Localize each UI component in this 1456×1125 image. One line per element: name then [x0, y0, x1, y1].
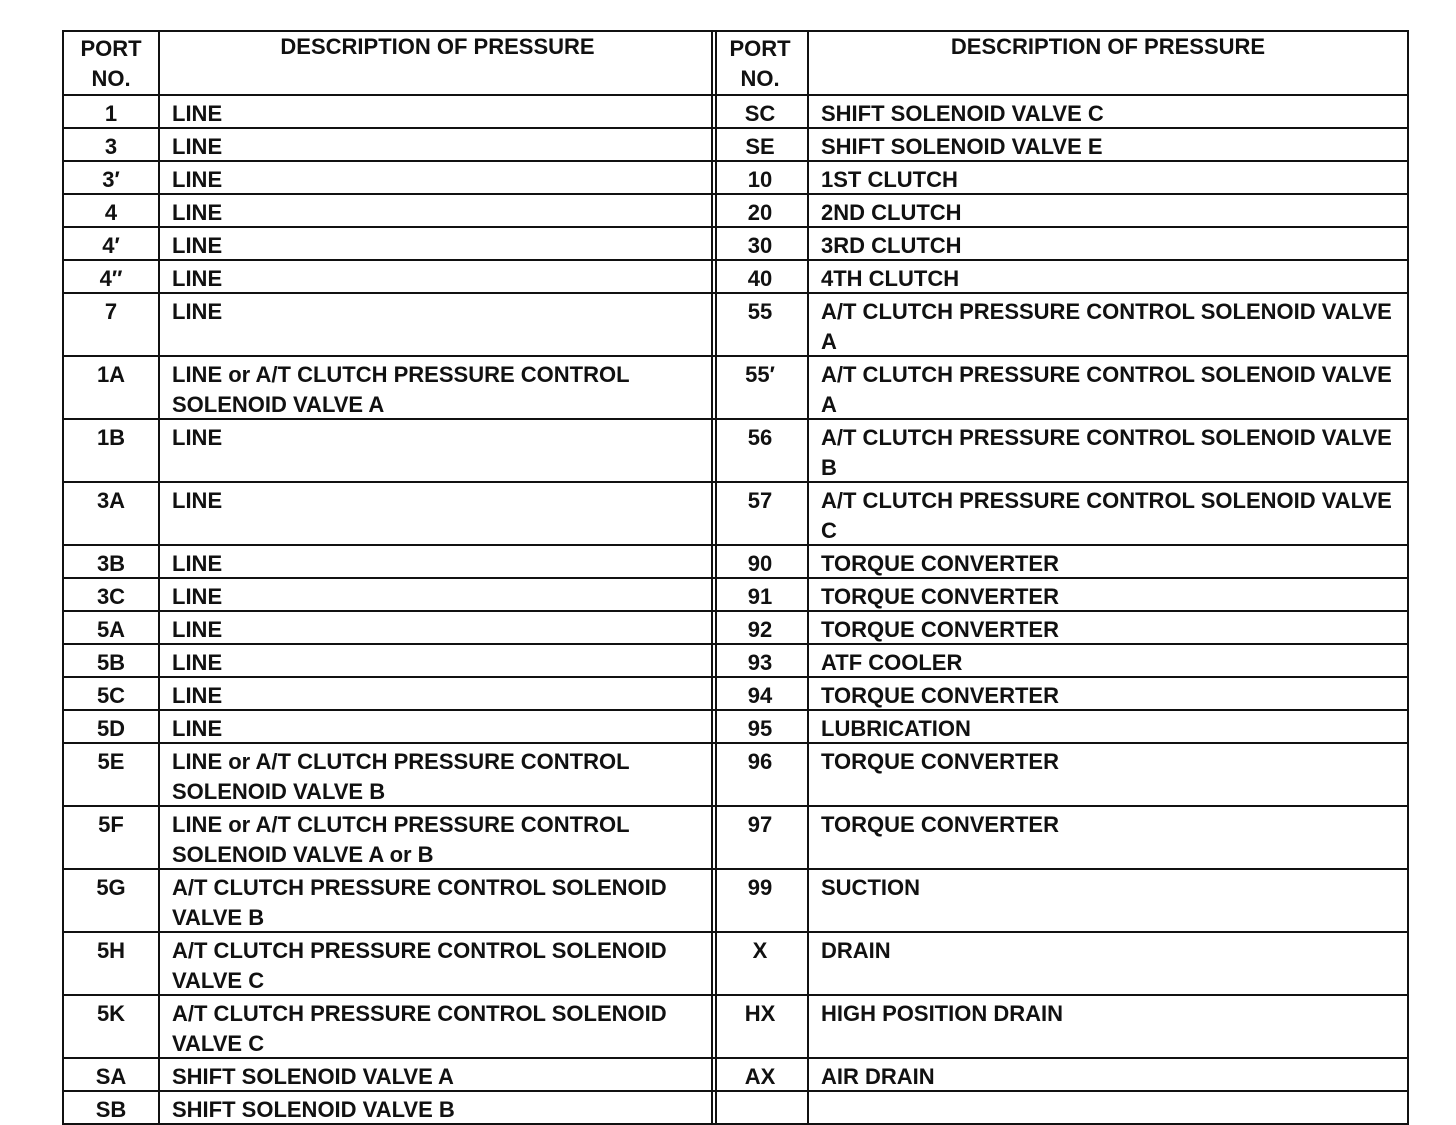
table-row — [64, 612, 715, 645]
table-row — [713, 261, 1407, 294]
table-row — [713, 228, 1407, 261]
table-row — [713, 129, 1407, 162]
table-row — [713, 294, 1407, 357]
pressure-description: A/T CLUTCH PRESSURE CONTROL SOLENOID VALVE A — [821, 362, 1392, 417]
port-number: 3′ — [64, 162, 160, 193]
pressure-description: TORQUE CONVERTER — [821, 617, 1059, 642]
pressure-description: LINE — [172, 299, 223, 324]
port-number: 5H — [64, 933, 160, 994]
pressure-description: A/T CLUTCH PRESSURE CONTROL SOLENOID VALVE B — [821, 425, 1392, 480]
pressure-description: HIGH POSITION DRAIN — [821, 1001, 1064, 1026]
port-number: 4 — [64, 195, 160, 226]
port-number: 56 — [713, 420, 809, 481]
table-row — [64, 678, 715, 711]
port-number: AX — [713, 1059, 809, 1090]
port-number: SB — [64, 1092, 160, 1123]
port-number: 96 — [713, 744, 809, 805]
port-number: 3B — [64, 546, 160, 577]
port-number: X — [713, 933, 809, 994]
port-number: 5B — [64, 645, 160, 676]
pressure-description: SHIFT SOLENOID VALVE B — [172, 1097, 455, 1122]
port-number: 91 — [713, 579, 809, 610]
port-number: 3C — [64, 579, 160, 610]
pressure-description: LINE — [172, 266, 223, 291]
port-number: 55 — [713, 294, 809, 355]
pressure-description: SUCTION — [821, 875, 920, 900]
pressure-description: 4TH CLUTCH — [821, 266, 960, 291]
table-row — [64, 483, 715, 546]
port-table-left — [62, 30, 717, 1125]
table-row — [713, 1059, 1407, 1092]
table-row — [64, 645, 715, 678]
pressure-description: TORQUE CONVERTER — [821, 812, 1059, 837]
port-number: 95 — [713, 711, 809, 742]
table-row — [64, 579, 715, 612]
table-row — [64, 195, 715, 228]
table-body-left — [64, 96, 715, 1123]
table-row — [64, 870, 715, 933]
table-row — [713, 744, 1407, 807]
table-row — [64, 228, 715, 261]
port-number: 92 — [713, 612, 809, 643]
pressure-description: LINE or A/T CLUTCH PRESSURE CONTROL SOLENOID VALVE B — [172, 749, 630, 804]
pressure-description: SHIFT SOLENOID VALVE A — [172, 1064, 454, 1089]
port-number: 30 — [713, 228, 809, 259]
port-number: 1B — [64, 420, 160, 481]
pressure-description: TORQUE CONVERTER — [821, 683, 1059, 708]
table-row — [64, 711, 715, 744]
port-number: 5C — [64, 678, 160, 709]
pressure-description: TORQUE CONVERTER — [821, 584, 1059, 609]
port-number: 5E — [64, 744, 160, 805]
pressure-description: AIR DRAIN — [821, 1064, 935, 1089]
pressure-description: LINE — [172, 683, 223, 708]
pressure-description: A/T CLUTCH PRESSURE CONTROL SOLENOID VALVE C — [172, 938, 667, 993]
port-number: 94 — [713, 678, 809, 709]
port-number: SA — [64, 1059, 160, 1090]
port-number: 5D — [64, 711, 160, 742]
table-header — [713, 32, 1407, 96]
port-number: 57 — [713, 483, 809, 544]
port-number: 20 — [713, 195, 809, 226]
table-row — [713, 645, 1407, 678]
port-number: 5A — [64, 612, 160, 643]
port-number: 3A — [64, 483, 160, 544]
table-row — [713, 357, 1407, 420]
port-number: SE — [713, 129, 809, 160]
table-row — [713, 483, 1407, 546]
table-row — [64, 546, 715, 579]
port-no-header: PORT NO. — [713, 32, 809, 94]
pressure-description: LINE — [172, 716, 223, 741]
port-number: SC — [713, 96, 809, 127]
port-number: 5K — [64, 996, 160, 1057]
port-number: 4″ — [64, 261, 160, 292]
table-row — [713, 996, 1407, 1059]
table-row — [713, 870, 1407, 933]
port-number: 10 — [713, 162, 809, 193]
port-number: HX — [713, 996, 809, 1057]
port-number: 5G — [64, 870, 160, 931]
pressure-description: LINE — [172, 584, 223, 609]
pressure-description: LINE or A/T CLUTCH PRESSURE CONTROL SOLENOID VALVE A or B — [172, 812, 630, 867]
table-row — [713, 546, 1407, 579]
table-row — [64, 261, 715, 294]
table-row — [713, 933, 1407, 996]
pressure-description: TORQUE CONVERTER — [821, 551, 1059, 576]
table-row — [713, 162, 1407, 195]
port-number: 90 — [713, 546, 809, 577]
port-table-right — [711, 30, 1409, 1125]
port-number: 3 — [64, 129, 160, 160]
table-row — [64, 1059, 715, 1092]
table-row — [713, 711, 1407, 744]
port-number: 1 — [64, 96, 160, 127]
pressure-description: LINE — [172, 488, 223, 513]
pressure-description: LINE — [172, 101, 223, 126]
port-number — [713, 1092, 809, 1123]
port-number: 5F — [64, 807, 160, 868]
table-row — [64, 129, 715, 162]
description-header: DESCRIPTION OF PRESSURE — [950, 34, 1266, 59]
table-row — [64, 294, 715, 357]
pressure-description: 3RD CLUTCH — [821, 233, 962, 258]
port-number: 99 — [713, 870, 809, 931]
port-number: 40 — [713, 261, 809, 292]
pressure-description: A/T CLUTCH PRESSURE CONTROL SOLENOID VALVE B — [172, 875, 667, 930]
pressure-description: 2ND CLUTCH — [821, 200, 962, 225]
port-number: 7 — [64, 294, 160, 355]
pressure-description: LINE — [172, 617, 223, 642]
pressure-description — [809, 1092, 1407, 1123]
pressure-description: LINE — [172, 134, 223, 159]
pressure-description: LINE — [172, 167, 223, 192]
pressure-description: TORQUE CONVERTER — [821, 749, 1059, 774]
pressure-description: LINE — [172, 233, 223, 258]
pressure-description: 1ST CLUTCH — [821, 167, 958, 192]
port-no-header: PORT NO. — [64, 32, 160, 94]
table-row — [713, 420, 1407, 483]
table-row — [713, 1092, 1407, 1123]
pressure-description: A/T CLUTCH PRESSURE CONTROL SOLENOID VALVE C — [821, 488, 1392, 543]
table-row — [64, 744, 715, 807]
pressure-description: LINE — [172, 425, 223, 450]
table-body-right — [713, 96, 1407, 1123]
pressure-description: A/T CLUTCH PRESSURE CONTROL SOLENOID VALVE A — [821, 299, 1392, 354]
description-header: DESCRIPTION OF PRESSURE — [280, 34, 595, 59]
port-number: 97 — [713, 807, 809, 868]
table-row — [713, 612, 1407, 645]
port-number: 93 — [713, 645, 809, 676]
table-row — [64, 96, 715, 129]
table-row — [64, 996, 715, 1059]
pressure-description: A/T CLUTCH PRESSURE CONTROL SOLENOID VALVE C — [172, 1001, 667, 1056]
table-row — [713, 807, 1407, 870]
port-number: 55′ — [713, 357, 809, 418]
table-row — [713, 678, 1407, 711]
pressure-description: SHIFT SOLENOID VALVE E — [821, 134, 1103, 159]
pressure-description: LINE — [172, 551, 223, 576]
pressure-description: SHIFT SOLENOID VALVE C — [821, 101, 1104, 126]
table-header — [64, 32, 715, 96]
pressure-description: LINE — [172, 200, 223, 225]
table-row — [64, 162, 715, 195]
table-row — [64, 420, 715, 483]
table-row — [64, 807, 715, 870]
port-number: 1A — [64, 357, 160, 418]
table-row — [713, 96, 1407, 129]
table-row — [64, 357, 715, 420]
table-row — [713, 195, 1407, 228]
pressure-description: LUBRICATION — [821, 716, 971, 741]
pressure-description: DRAIN — [821, 938, 891, 963]
pressure-description: LINE — [172, 650, 223, 675]
table-row — [64, 1092, 715, 1123]
pressure-description: ATF COOLER — [821, 650, 963, 675]
pressure-description: LINE or A/T CLUTCH PRESSURE CONTROL SOLENOID VALVE A — [172, 362, 630, 417]
table-row — [64, 933, 715, 996]
table-row — [713, 579, 1407, 612]
port-number: 4′ — [64, 228, 160, 259]
